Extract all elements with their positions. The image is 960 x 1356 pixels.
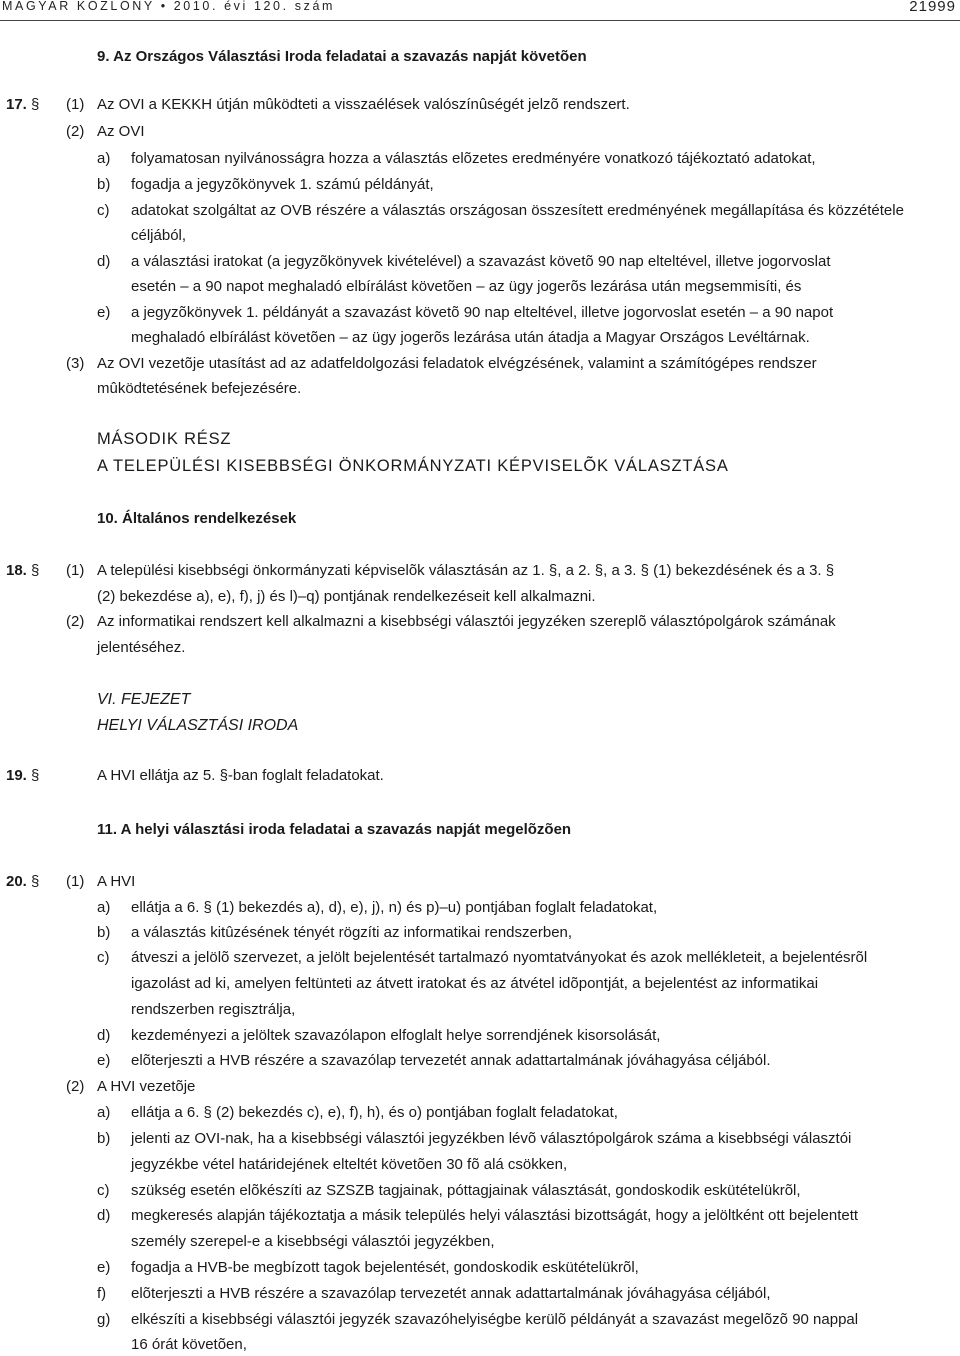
text-line: jegyzékbe vétel határidejének elteltét követõen 30 fõ alá csökken, [131,1156,568,1173]
text-line: A települési kisebbségi önkormányzati képviselõk választásán az 1. §, a 2. §, a 3. § (1) bekezdésének és a 3. § [97,562,835,579]
text-line: Az OVI vezetõje utasítást ad az adatfeldolgozási feladatok elvégzésének, valamint a számítógépes rendszer [97,355,817,372]
text-line: adatokat szolgáltat az OVB részére a választás országosan összesített eredményének megállapítása és közzététele [131,202,904,219]
text-line: f) [97,1285,107,1302]
text-line: átveszi a jelölõ szervezet, a jelölt bejelentését tartalmazó nyomtatványokat és azok mellékleteit, a bejelentésrõl [131,949,868,966]
text-line: esetén – a 90 napot meghaladó elbírálást követõen – az ügy jogerõs lezárása után megsemmisíti, és [131,278,802,295]
text-line: d) [97,1207,111,1224]
text-line: A HVI vezetõje [97,1078,196,1095]
text-line: 16 órát követõen, [131,1336,247,1353]
text-line: HELYI VÁLASZTÁSI IRODA [97,717,299,734]
text-line: a) [97,1104,111,1121]
text-line: rendszerben regisztrálja, [131,1001,296,1018]
text-line: § [31,96,40,113]
text-line: személy szerepel-e a kisebbségi választói jegyzékben, [131,1233,495,1250]
text-line: (1) [66,96,85,113]
text-line: A HVI [97,873,136,890]
text-line: mûködtetésének befejezésére. [97,380,302,397]
text-line: § [31,767,40,784]
text-line: a) [97,150,111,167]
text-line: fogadja a jegyzõkönyvek 1. számú példányát, [131,176,434,193]
text-line: 20. [6,873,27,890]
page-number: 21999 [909,0,956,15]
text-line: 19. [6,767,27,784]
text-line: A TELEPÜLÉSI KISEBBSÉGI ÖNKORMÁNYZATI KÉPVISELÕK VÁLASZTÁSA [97,457,729,475]
text-line: a választási iratokat (a jegyzõkönyvek kivételével) a szavazást követõ 90 nap elteltével, illetve jogorvoslat [131,253,831,270]
text-line: jelentéséhez. [97,639,186,656]
text-line: c) [97,1182,110,1199]
text-line: 11. A helyi választási iroda feladatai a szavazás napját megelõzõen [97,821,572,838]
text-line: elõterjeszti a HVB részére a szavazólap tervezetét annak adattartalmának jóváhagyása céljából. [131,1052,771,1069]
page-header [0,0,960,24]
text-line: céljából, [131,227,187,244]
text-line: e) [97,1052,111,1069]
text-line: d) [97,1027,111,1044]
text-line: e) [97,1259,111,1276]
text-line: meghaladó elbírálást követõen – az ügy jogerõs lezárása után átadja a Magyar Országos Levéltárnak. [131,329,810,346]
text-line: Az OVI [97,123,145,140]
text-line: Az OVI a KEKKH útján mûködteti a visszaélések valószínûségét jelzõ rendszert. [97,96,630,113]
text-line: § [31,873,40,890]
text-line: c) [97,949,110,966]
text-line: § [31,562,40,579]
text-line: a) [97,899,111,916]
text-line: megkeresés alapján tájékoztatja a másik település helyi választási bizottságát, hogy a jelöltként ott bejelentett [131,1207,859,1224]
text-line: (1) [66,873,85,890]
text-line: VI. FEJEZET [97,691,191,708]
text-line: (2) [66,613,85,630]
text-line: a jegyzõkönyvek 1. példányát a szavazást követõ 90 nap elteltével, illetve jogorvoslat esetén – a 90 napot [131,304,834,321]
text-line: Az informatikai rendszert kell alkalmazni a kisebbségi választói jegyzéken szereplõ választópolgárok számának [97,613,836,630]
text-line: d) [97,253,111,270]
text-line: fogadja a HVB-be megbízott tagok bejelentését, gondoskodik eskütételükrõl, [131,1259,639,1276]
text-line: 10. Általános rendelkezések [97,510,297,527]
text-line: jelenti az OVI-nak, ha a kisebbségi választói jegyzékben lévõ választópolgárok száma a kisebbségi választói [131,1130,852,1147]
text-line: (1) [66,562,85,579]
text-line: elkészíti a kisebbségi választói jegyzék szavazóhelyiségbe kerülõ példányát a szavazást megelõzõ 90 nappal [131,1311,859,1328]
text-line: 9. Az Országos Választási Iroda feladatai a szavazás napját követõen [97,48,587,65]
text-line: b) [97,1130,111,1147]
text-line: 18. [6,562,27,579]
text-line: A HVI ellátja az 5. §-ban foglalt feladatokat. [97,767,384,784]
text-line: (2) [66,123,85,140]
text-line: b) [97,176,111,193]
text-line: a választás kitûzésének tényét rögzíti az informatikai rendszerben, [131,924,573,941]
text-line: ellátja a 6. § (2) bekezdés c), e), f), h), és o) pontjában foglalt feladatokat, [131,1104,618,1121]
text-line: g) [97,1311,111,1328]
text-line: MÁSODIK RÉSZ [97,430,232,448]
text-line: folyamatosan nyilvánosságra hozza a választás elõzetes eredményére vonatkozó tájékoztató adatokat, [131,150,816,167]
text-line: c) [97,202,110,219]
text-line: (2) bekezdése a), e), f), j) és l)–q) pontjának rendelkezéseit kell alkalmazni. [97,588,596,605]
text-line: kezdeményezi a jelöltek szavazólapon elfoglalt helye sorrendjének kisorsolását, [131,1027,661,1044]
text-line: 17. [6,96,27,113]
text-line: elõterjeszti a HVB részére a szavazólap tervezetét annak adattartalmának jóváhagyása céljából, [131,1285,771,1302]
text-line: (2) [66,1078,85,1095]
text-line: szükség esetén elõkészíti az SZSZB tagjainak, póttagjainak választását, gondoskodik eskütételükrõl, [131,1182,801,1199]
text-line: (3) [66,355,85,372]
text-line: igazolást ad ki, amelyen feltünteti az átvett iratokat és az átvétel idõpontját, a bejelentést az informatikai [131,975,819,992]
text-line: b) [97,924,111,941]
journal-title: MAGYAR KÖZLÖNY • 2010. évi 120. szám [2,0,336,13]
text-line: e) [97,304,111,321]
header-divider [0,20,960,21]
text-line: ellátja a 6. § (1) bekezdés a), d), e), j), n) és p)–u) pontjában foglalt feladatokat, [131,899,658,916]
